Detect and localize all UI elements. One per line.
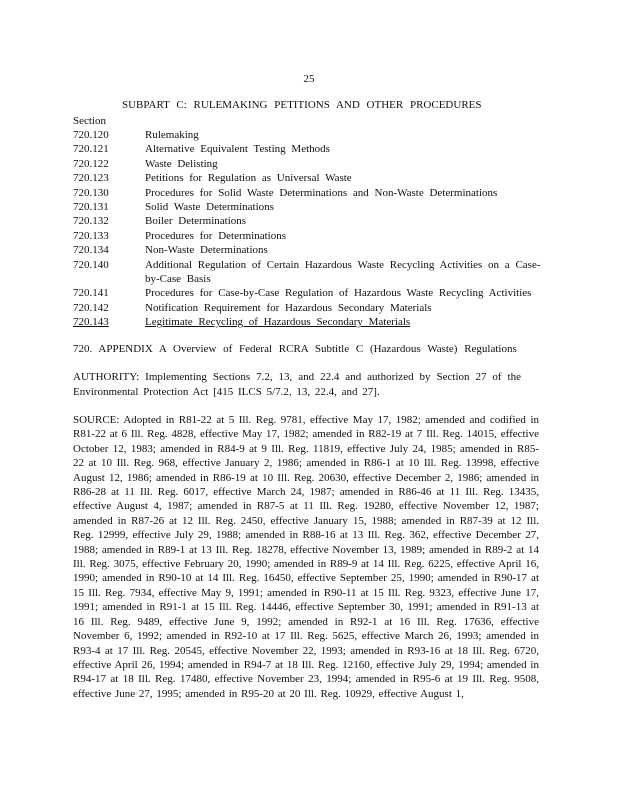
toc-section-number: 720.134 <box>73 244 109 257</box>
toc-section-number: 720.121 <box>73 143 109 156</box>
page-number: 25 <box>303 73 315 85</box>
source-paragraph: SOURCE: Adopted in R81-22 at 5 Ill. Reg. 9781, effective May 17, 1982; amended and codified in R81-22 at 6 Ill. Reg. 4828, effective May 17, 1982; amended in R82-19 at 7 Ill. Reg. 14015, effective October 12, 1983; amended in R84-9 at 9 Ill. Reg. 11819, effective July 24, 1985; amended in R85-22 at 10 Ill. Reg. 968, effective January 2, 1986; amended in R86-1 at 10 Ill. Reg. 13998, effective August 12, 1986; amended in R86-19 at 10 Ill. Reg. 20630, effective December 2, 1986; amended in R86-28 at 11 Ill. Reg. 6017, effective March 24, 1987; amended in R86-46 at 11 Ill. Reg. 13435, effective August 4, 1987; amended in R87-5 at 11 Ill. Reg. 19280, effective November 12, 1987; amended in R87-26 at 12 Ill. Reg. 2450, effective January 15, 1988; amended in R87-39 at 12 Ill. Reg. 12999, effective July 29, 1988; amended in R88-16 at 13 Ill. Reg. 362, effective December 27, 1988; amended in R89-1 at 13 Ill. Reg. 18278, effective November 13, 1989; amended in R89-2 at 14 Ill. Reg. 3075, effective February 20, 1990; amended in R89-9 at 14 Ill. Reg. 6225, effective April 16, 1990; amended in R90-10 at 14 Ill. Reg. 16450, effective September 25, 1990; amended in R90-17 at 15 Ill. Reg. 7934, effective May 9, 1991; amended in R90-11 at 15 Ill. Reg. 9323, effective June 17, 1991; amended in R91-1 at 15 Ill. Reg. 14446, effective September 30, 1991; amended in R91-13 at 16 Ill. Reg. 9489, effective June 9, 1992; amended in R92-1 at 16 Ill. Reg. 17636, effective November 6, 1992; amended in R92-10 at 17 Ill. Reg. 5625, effective March 26, 1993; amended in R93-4 at 17 Ill. Reg. 20545, effective November 22, 1993; amended in R93-16 at 18 Ill. Reg. 6720, effective April 26, 1994; amended in R94-7 at 18 Ill. Reg. 12160, effective July 29, 1994; amended in R94-17 at 18 Ill. Reg. 17480, effective November 23, 1994; amended in R95-6 at 19 Ill. Reg. 9508, effective June 27, 1995; amended in R95-20 at 20 Ill. Reg. 10929, effective August 1, <box>73 414 539 700</box>
toc-section-number: 720.120 <box>73 129 109 141</box>
toc-section-title: Waste Delisting <box>145 157 218 170</box>
toc-section-number: 720.130 <box>73 186 109 199</box>
toc-row <box>73 258 543 287</box>
toc-row <box>73 315 543 329</box>
toc-row <box>73 142 543 156</box>
toc-row <box>73 128 543 142</box>
section-label: Section <box>73 115 106 127</box>
toc-section-title: Legitimate Recycling of Hazardous Secondary Materials <box>145 316 411 329</box>
toc-section-number: 720.143 <box>73 316 109 329</box>
toc-row <box>73 200 543 214</box>
toc-section-title: Non-Waste Determinations <box>145 244 268 257</box>
toc-section-title: Additional Regulation of Certain Hazardous Waste Recycling Activities on a Case-by-Case Basis <box>145 258 541 286</box>
toc-section-title: Rulemaking <box>145 129 199 141</box>
toc-section-number: 720.141 <box>73 287 109 300</box>
toc-section-number: 720.122 <box>73 157 109 170</box>
toc-section-number: 720.131 <box>73 201 109 214</box>
toc-section-title: Petitions for Regulation as Universal Waste <box>145 172 352 185</box>
toc-row <box>73 157 543 171</box>
toc-row <box>73 214 543 228</box>
toc-section-title: Solid Waste Determinations <box>145 201 274 214</box>
toc-row <box>73 229 543 243</box>
toc-section-number: 720.140 <box>73 258 109 271</box>
toc-section-title: Procedures for Case-by-Case Regulation of Hazardous Waste Recycling Activities <box>145 287 532 300</box>
toc-section-title: Boiler Determinations <box>145 215 247 228</box>
toc-section-number: 720.132 <box>73 215 109 228</box>
toc-section-title: Notification Requirement for Hazardous Secondary Materials <box>145 301 432 314</box>
subpart-heading: SUBPART C: RULEMAKING PETITIONS AND OTHER PROCEDURES <box>122 99 482 111</box>
toc-section-title: Procedures for Solid Waste Determinations and Non-Waste Determinations <box>145 186 498 199</box>
toc-section-title: Procedures for Determinations <box>145 229 287 242</box>
toc-row <box>73 171 543 185</box>
toc-row <box>73 301 543 315</box>
toc-section-number: 720.142 <box>73 301 109 314</box>
toc-row <box>73 186 543 200</box>
toc-section-number: 720.123 <box>73 172 109 185</box>
section-table-of-contents <box>73 128 543 330</box>
toc-section-title: Alternative Equivalent Testing Methods <box>145 143 330 156</box>
toc-section-number: 720.133 <box>73 229 109 242</box>
toc-row <box>73 243 543 257</box>
toc-row <box>73 286 543 300</box>
authority-paragraph: AUTHORITY: Implementing Sections 7.2, 13, and 22.4 and authorized by Section 27 of the Environmental Protection Act [415 ILCS 5/7.2, 13, 22.4, and 27]. <box>73 371 521 398</box>
appendix-entry: 720. APPENDIX A Overview of Federal RCRA Subtitle C (Hazardous Waste) Regulations <box>73 343 517 355</box>
